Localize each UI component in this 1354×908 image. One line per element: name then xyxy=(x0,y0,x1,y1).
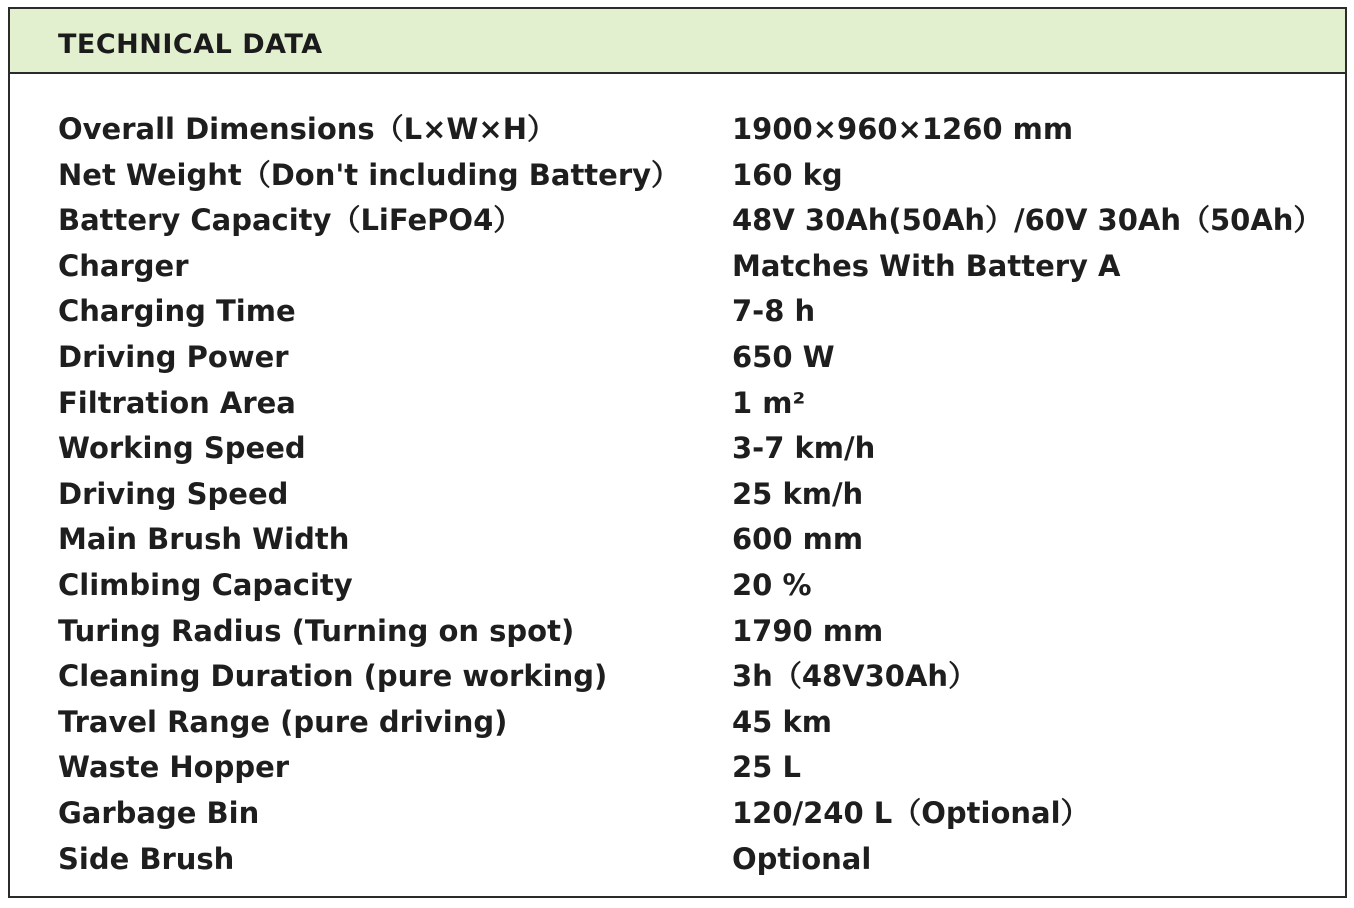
spec-label: Main Brush Width xyxy=(58,522,350,557)
spec-row xyxy=(58,837,1338,883)
spec-row xyxy=(58,198,1338,244)
spec-label: Charging Time xyxy=(58,294,296,329)
spec-value: 25 L xyxy=(732,750,801,785)
spec-row xyxy=(58,289,1338,335)
spec-row xyxy=(58,654,1338,700)
spec-row xyxy=(58,426,1338,472)
spec-value: 1 m² xyxy=(732,385,806,420)
spec-table xyxy=(58,107,1338,882)
spec-row xyxy=(58,472,1338,518)
spec-label: Battery Capacity（LiFePO4） xyxy=(58,203,523,238)
spec-label: Side Brush xyxy=(58,841,235,876)
spec-row xyxy=(58,791,1338,837)
spec-label: Travel Range (pure driving) xyxy=(58,704,508,739)
spec-row xyxy=(58,563,1338,609)
spec-label: Driving Speed xyxy=(58,476,289,511)
technical-data-title: TECHNICAL DATA xyxy=(58,29,323,60)
spec-label: Working Speed xyxy=(58,431,306,466)
spec-value: 45 km xyxy=(732,704,832,739)
spec-label: Cleaning Duration (pure working) xyxy=(58,659,608,694)
spec-value: 160 kg xyxy=(732,157,843,192)
spec-label: Garbage Bin xyxy=(58,795,260,830)
spec-label: Climbing Capacity xyxy=(58,567,353,602)
spec-label: Waste Hopper xyxy=(58,750,290,785)
spec-value: 600 mm xyxy=(732,522,864,557)
spec-value: 120/240 L（Optional） xyxy=(732,795,1090,830)
spec-label: Net Weight（Don't including Battery） xyxy=(58,157,681,192)
spec-value: 3h（48V30Ah） xyxy=(732,659,978,694)
spec-label: Turing Radius (Turning on spot) xyxy=(58,613,575,648)
spec-value: Optional xyxy=(732,841,872,876)
spec-row xyxy=(58,745,1338,791)
spec-row xyxy=(58,153,1338,199)
spec-label: Charger xyxy=(58,248,189,283)
spec-row xyxy=(58,244,1338,290)
spec-value: 7-8 h xyxy=(732,294,816,329)
spec-value: 1790 mm xyxy=(732,613,884,648)
spec-row xyxy=(58,107,1338,153)
spec-row xyxy=(58,517,1338,563)
spec-row xyxy=(58,700,1338,746)
spec-row xyxy=(58,335,1338,381)
spec-value: 20 % xyxy=(732,567,812,602)
technical-data-card xyxy=(8,7,1347,898)
spec-value: 3-7 km/h xyxy=(732,431,876,466)
spec-value: 1900×960×1260 mm xyxy=(732,112,1074,146)
spec-value: 25 km/h xyxy=(732,476,864,511)
spec-value: 650 W xyxy=(732,339,835,374)
spec-label: Overall Dimensions（L×W×H） xyxy=(58,112,556,146)
spec-label: Filtration Area xyxy=(58,385,296,420)
spec-label: Driving Power xyxy=(58,339,289,374)
spec-value: 48V 30Ah(50Ah）/60V 30Ah（50Ah） xyxy=(732,203,1323,238)
spec-row xyxy=(58,381,1338,427)
technical-data-header xyxy=(10,9,1345,74)
spec-value: Matches With Battery A xyxy=(732,248,1121,283)
spec-row xyxy=(58,609,1338,655)
